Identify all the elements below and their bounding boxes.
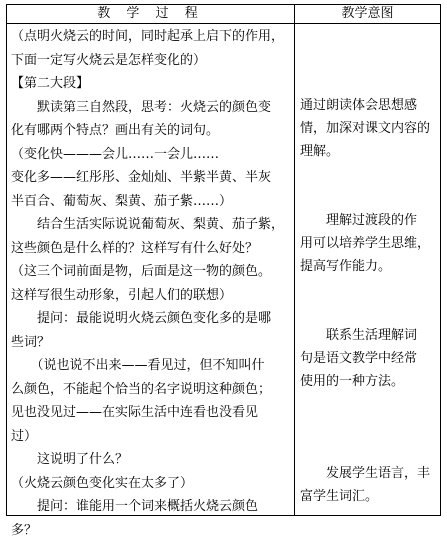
process-line: （说也说不出来——看见过，但不知叫什 bbox=[11, 354, 293, 378]
process-line: 些词？ bbox=[11, 331, 293, 355]
intent-line: 提高写作能力。 bbox=[300, 255, 438, 278]
process-line: 【第二大段】 bbox=[11, 72, 293, 96]
process-line: 过） bbox=[11, 425, 293, 449]
process-line: 结合生活实际说说葡萄灰、梨黄、茄子紫， bbox=[11, 213, 293, 237]
header-teaching-intent: 教学意图 bbox=[295, 5, 440, 23]
teaching-intent-column bbox=[300, 25, 438, 531]
intent-line: 情，加深对课文内容的 bbox=[300, 117, 438, 140]
process-line: 这说明了什么？ bbox=[11, 448, 293, 472]
lesson-table bbox=[6, 4, 441, 516]
intent-line: 发展学生语言，丰 bbox=[300, 462, 438, 485]
process-line: 半百合、葡萄灰、梨黄、茄子紫……） bbox=[11, 190, 293, 214]
header-teaching-process: 教 学 过 程 bbox=[7, 5, 294, 23]
intent-line: 用可以培养学生思维， bbox=[300, 232, 438, 255]
process-line: 化有哪两个特点？画出有关的词句。 bbox=[11, 119, 293, 143]
intent-line bbox=[300, 439, 438, 462]
process-line: （点明火烧云的时间，同时起承上启下的作用， bbox=[11, 25, 293, 49]
process-line: 这样写很生动形象，引起人们的联想） bbox=[11, 284, 293, 308]
intent-line: 句是语文教学中经常 bbox=[300, 347, 438, 370]
teaching-process-column bbox=[11, 25, 293, 542]
intent-line: 理解过渡段的作 bbox=[300, 209, 438, 232]
process-line: 提问：谁能用一个词来概括火烧云颜色 bbox=[11, 495, 293, 519]
intent-line bbox=[300, 48, 438, 71]
process-line: 多？ bbox=[11, 519, 293, 542]
intent-line bbox=[300, 278, 438, 301]
process-line: 变化多——红彤彤、金灿灿、半紫半黄、半灰 bbox=[11, 166, 293, 190]
intent-line: 联系生活理解词 bbox=[300, 324, 438, 347]
intent-line: 使用的一种方法。 bbox=[300, 370, 438, 393]
process-line: 提问：最能说明火烧云颜色变化多的是哪 bbox=[11, 307, 293, 331]
intent-line: 理解。 bbox=[300, 140, 438, 163]
intent-line bbox=[300, 163, 438, 186]
intent-line bbox=[300, 186, 438, 209]
process-line: 下面一定写火烧云是怎样变化的） bbox=[11, 49, 293, 73]
column-divider bbox=[294, 5, 295, 515]
process-line: 么颜色，不能起个恰当的名字说明这种颜色； bbox=[11, 378, 293, 402]
intent-line bbox=[300, 71, 438, 94]
process-line: （变化快———会儿……一会儿…… bbox=[11, 143, 293, 167]
intent-line bbox=[300, 393, 438, 416]
header-divider bbox=[7, 23, 440, 24]
intent-line: 通过朗读体会思想感 bbox=[300, 94, 438, 117]
intent-line bbox=[300, 25, 438, 48]
intent-line: 富学生词汇。 bbox=[300, 485, 438, 508]
process-line: 这些颜色是什么样的？这样写有什么好处？ bbox=[11, 237, 293, 261]
process-line: （火烧云颜色变化实在太多了） bbox=[11, 472, 293, 496]
process-line: 见也没见过——在实际生活中连看也没看见 bbox=[11, 401, 293, 425]
intent-line bbox=[300, 508, 438, 531]
intent-line bbox=[300, 416, 438, 439]
intent-line bbox=[300, 301, 438, 324]
process-line: （这三个词前面是物，后面是这一物的颜色。 bbox=[11, 260, 293, 284]
process-line: 默读第三自然段，思考：火烧云的颜色变 bbox=[11, 96, 293, 120]
